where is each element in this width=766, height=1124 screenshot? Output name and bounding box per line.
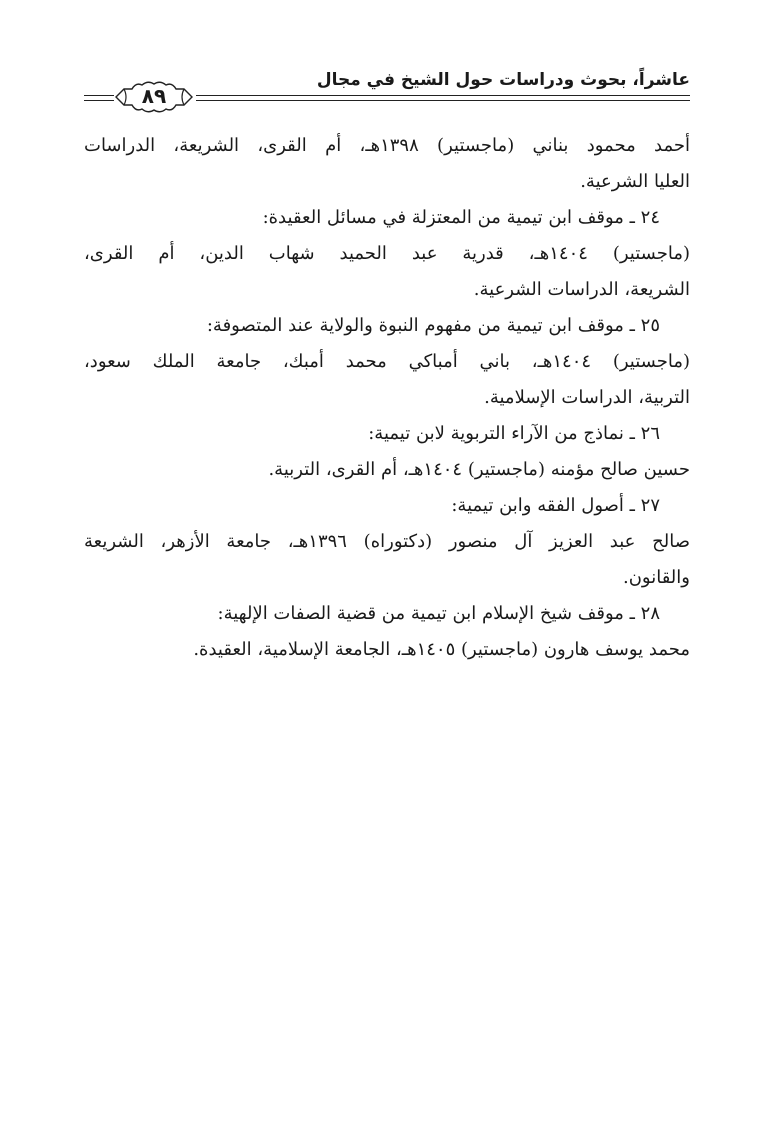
header-rule-top-left bbox=[84, 95, 114, 96]
entry-line: محمد يوسف هارون (ماجستير) ١٤٠٥هـ، الجامعة الإسلامية، العقيدة. bbox=[193, 639, 690, 660]
running-header bbox=[84, 64, 690, 114]
header-rule-bottom-left bbox=[84, 100, 114, 101]
entry-heading: ٢٦ ـ نماذج من الآراء التربوية لابن تيمية: bbox=[368, 423, 660, 444]
entry-line: صالح عبد العزيز آل منصور (دكتوراه) ١٣٩٦هـ، جامعة الأزهر، الشريعة bbox=[84, 531, 690, 552]
header-title: عاشراً، بحوث ودراسات حول الشيخ في مجال bbox=[316, 70, 690, 90]
header-rule-bottom-right bbox=[196, 100, 690, 101]
entry-line: أحمد محمود بناني (ماجستير) ١٣٩٨هـ، أم القرى، الشريعة، الدراسات bbox=[84, 135, 690, 156]
entries-list bbox=[84, 128, 690, 668]
entry-line: الشريعة، الدراسات الشرعية. bbox=[473, 279, 690, 300]
entry bbox=[84, 488, 690, 596]
entry-heading: ٢٥ ـ موقف ابن تيمية من مفهوم النبوة والولاية عند المتصوفة: bbox=[206, 315, 660, 336]
entry-line: حسين صالح مؤمنه (ماجستير) ١٤٠٤هـ، أم القرى، التربية. bbox=[268, 459, 690, 480]
entry bbox=[84, 200, 690, 308]
entry-line: (ماجستير) ١٤٠٤هـ، باني أمباكي محمد أمبك، جامعة الملك سعود، bbox=[84, 351, 690, 372]
entry-heading: ٢٨ ـ موقف شيخ الإسلام ابن تيمية من قضية الصفات الإلهية: bbox=[217, 603, 660, 624]
entry-heading: ٢٧ ـ أصول الفقه وابن تيمية: bbox=[451, 495, 660, 516]
page-number: ٨٩ bbox=[141, 84, 167, 108]
entry bbox=[84, 308, 690, 416]
entry bbox=[84, 416, 690, 488]
entry bbox=[84, 128, 690, 200]
entry bbox=[84, 596, 690, 668]
entry-line: العليا الشرعية. bbox=[580, 171, 690, 192]
page-number-badge bbox=[114, 80, 194, 114]
entry-heading: ٢٤ ـ موقف ابن تيمية من المعتزلة في مسائل العقيدة: bbox=[262, 207, 660, 228]
header-rule-top-right bbox=[196, 95, 690, 96]
entry-line: (ماجستير) ١٤٠٤هـ، قدرية عبد الحميد شهاب الدين، أم القرى، bbox=[84, 243, 690, 264]
entry-line: والقانون. bbox=[622, 567, 690, 588]
entry-line: التربية، الدراسات الإسلامية. bbox=[484, 387, 690, 408]
